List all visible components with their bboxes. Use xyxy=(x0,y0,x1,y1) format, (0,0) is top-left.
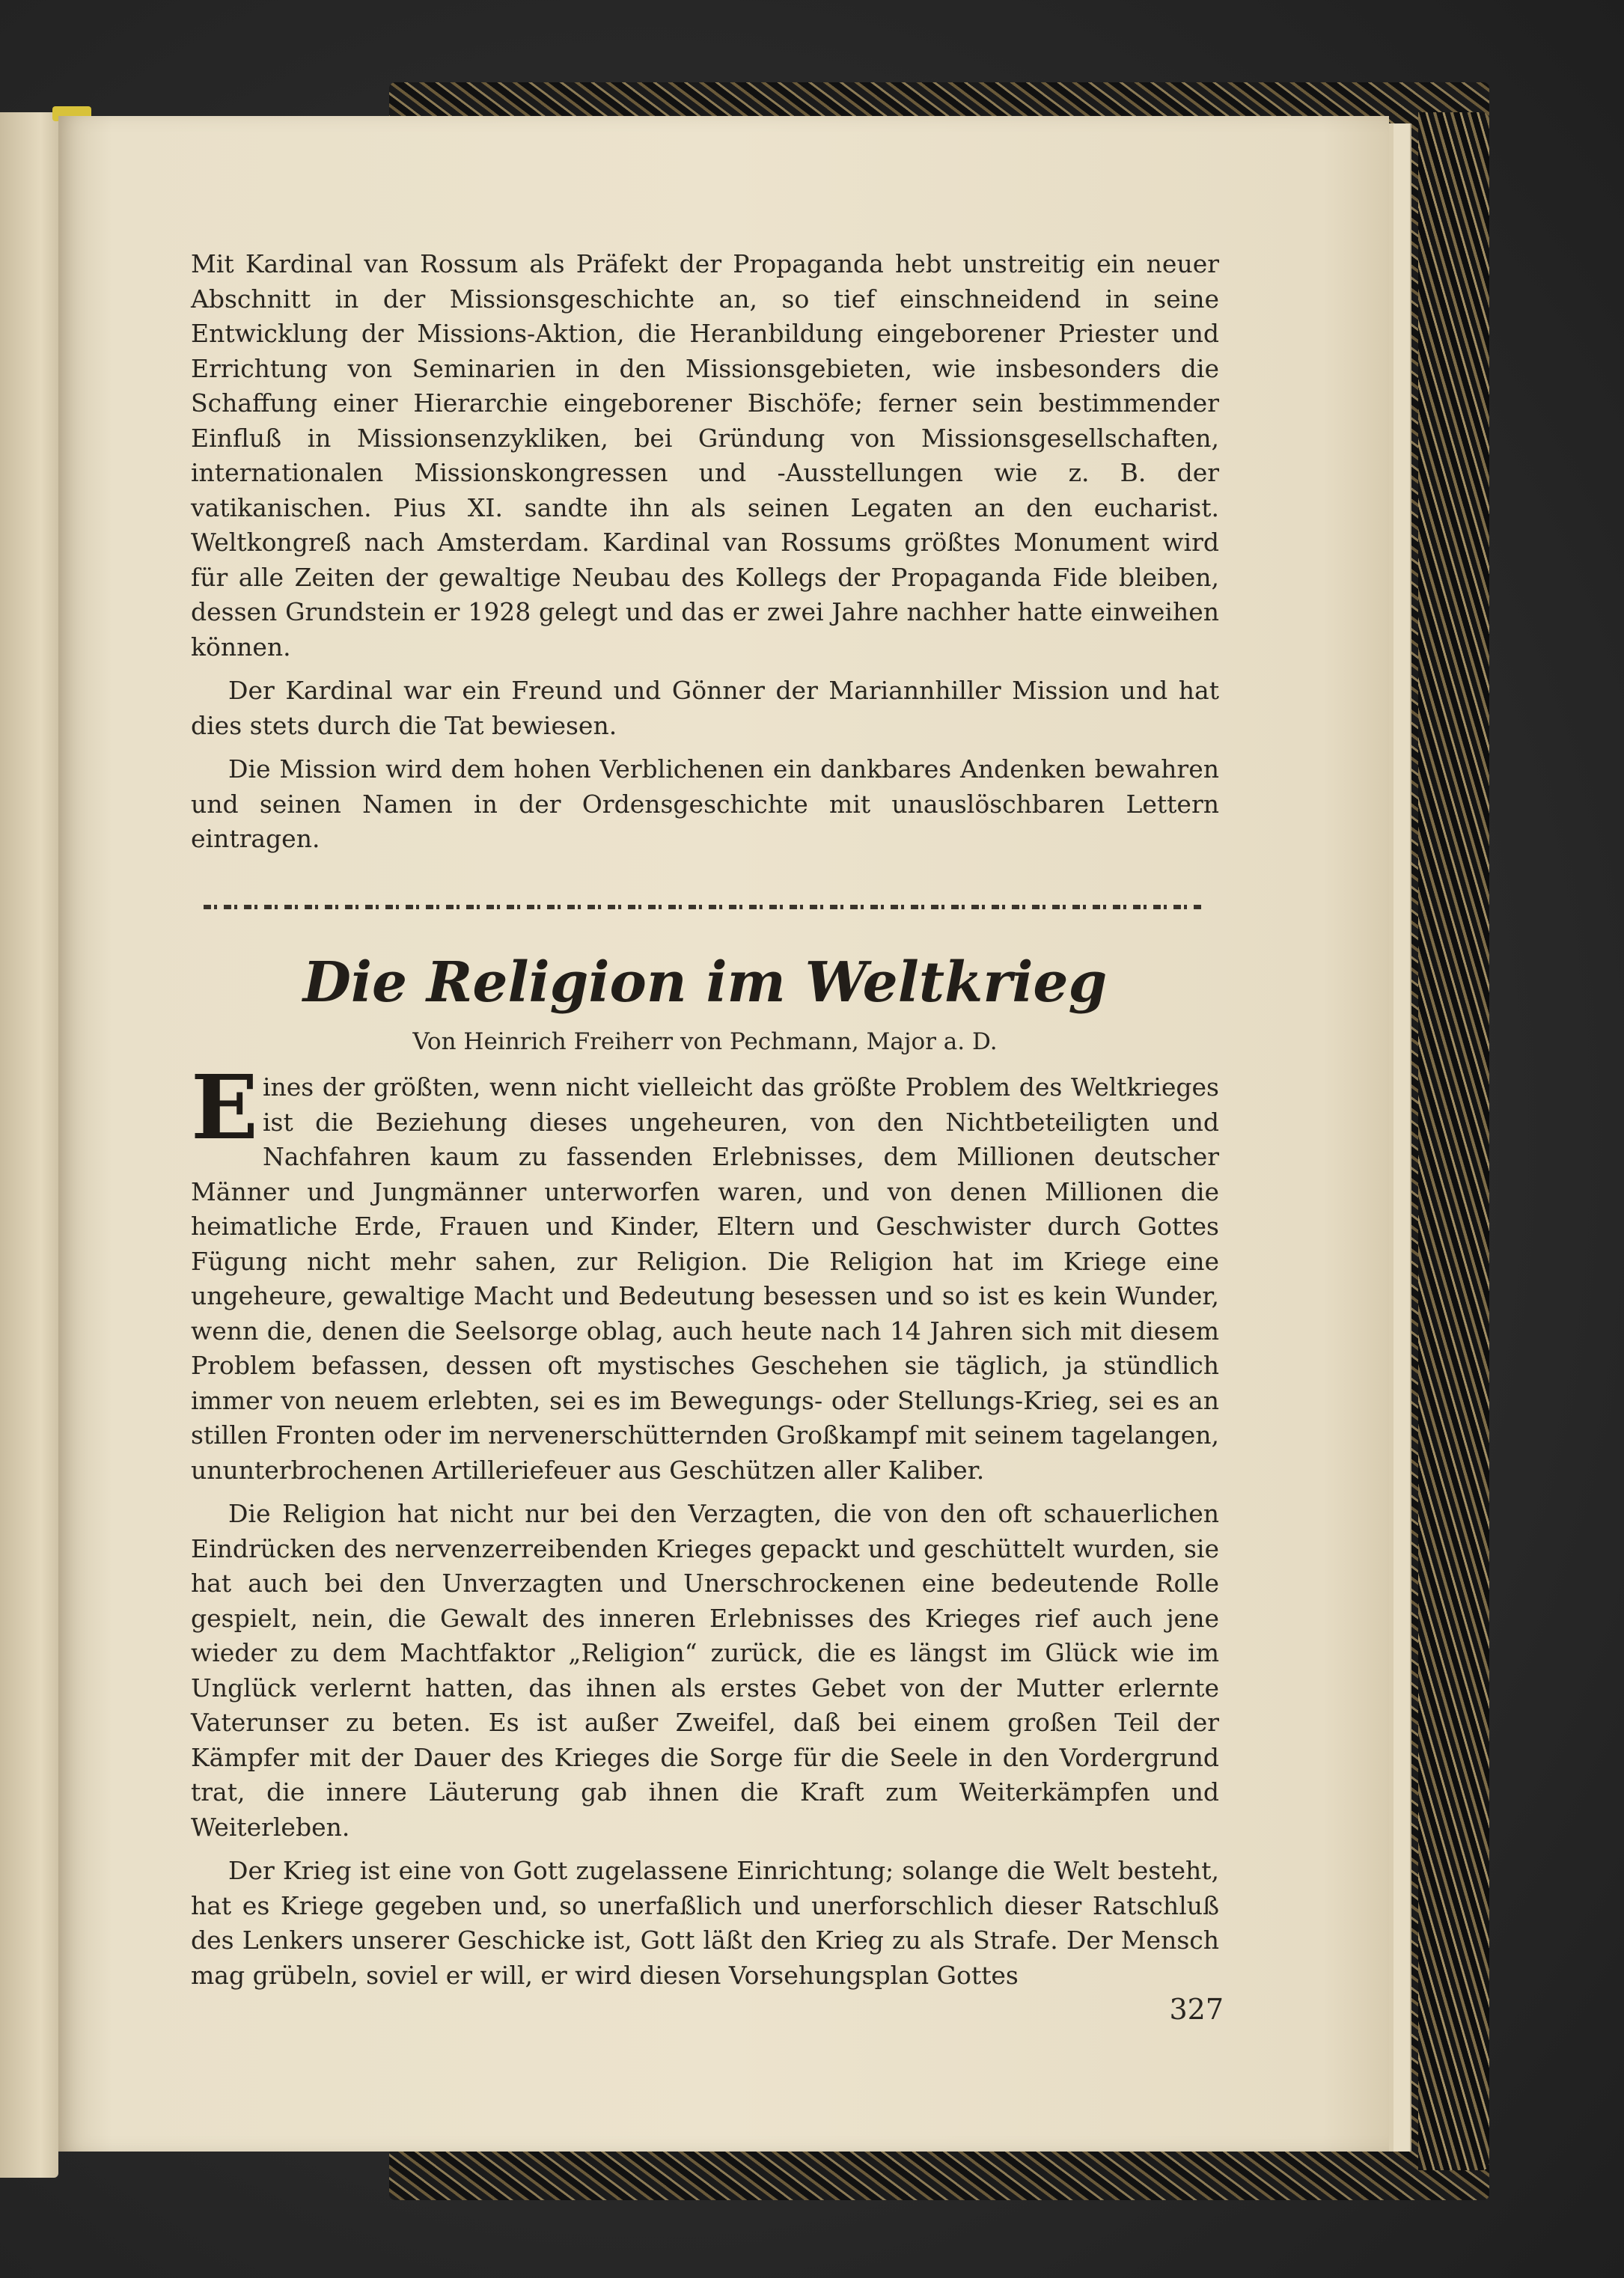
paragraph: Die Religion hat nicht nur bei den Verzagten, die von den oft schauerlichen Eindrücken des nervenzerreibenden Krieges gepackt und geschüttelt wurden, sie hat auch bei den Unverzagten und Unerschrockenen eine bedeutende Rolle gespielt, nein, die Gewalt des inneren Erlebnisses des Krieges rief auch jene wieder zu dem Machtfaktor „Religion“ zurück, die es längst im Glück wie im Unglück verlernt hatten, das ihnen als erstes Gebet von der Mutter erlernte Vaterunser zu beten. Es ist außer Zweifel, daß bei einem großen Teil der Kämpfer mit der Dauer des Krieges die Sorge für die Seele in den Vordergrund trat, die innere Läuterung gab ihnen die Kraft zum Weiterkämpfen und Weiterleben. xyxy=(191,1499,1219,1842)
page-number: 327 xyxy=(1169,1993,1224,2026)
book-cover-edge xyxy=(1418,112,1489,2170)
article-body xyxy=(191,1055,1219,1993)
drop-cap: E xyxy=(191,1055,258,1159)
paragraph: Der Kardinal war ein Freund und Gönner der Mariannhiller Mission und hat dies stets durch die Tat bewiesen. xyxy=(191,676,1219,740)
page-edges xyxy=(1393,123,1411,2152)
paragraph: Der Krieg ist eine von Gott zugelassene Einrichtung; solange die Welt besteht, hat es Kriege gegeben und, so unerfaßlich und unerforschlich dieser Ratschluß des Lenkers unserer Geschicke ist, Gott läßt den Krieg zu als Strafe. Der Mensch mag grübeln, soviel er will, er wird diesen Vorsehungsplan Gottes xyxy=(191,1856,1219,1990)
paragraph-text: ines der größten, wenn nicht vielleicht das größte Problem des Weltkrieges ist die Beziehung dieses ungeheuren, von den Nichtbeteiligten und Nachfahren kaum zu fassenden Erlebnisses, dem Millionen deutscher Männer und Jungmänner unterworfen waren, und von denen Millionen die heimatliche Erde, Frauen und Kinder, Eltern und Geschwister durch Gottes Fügung nicht mehr sahen, zur Religion. Die Religion hat im Kriege eine ungeheure, gewaltige Macht und Bedeutung besessen und so ist es kein Wunder, wenn die, denen die Seelsorge oblag, auch heute nach 14 Jahren sich mit diesem Problem befassen, dessen oft mystisches Geschehen sie täglich, ja stündlich immer von neuem erlebten, sei es im Bewegungs- oder Stellungs-Krieg, sei es an stillen Fronten oder im nervenerschütternden Großkampf mit seinem tagelangen, ununterbrochenen Artilleriefeuer aus Geschützen aller Kaliber. xyxy=(191,1072,1219,1485)
facing-page xyxy=(0,112,58,2178)
article-obituary xyxy=(191,247,1219,857)
paragraph: Die Mission wird dem hohen Verblichenen ein dankbares Andenken bewahren und seinen Namen in der Ordensgeschichte mit unauslöschbaren Lettern eintragen. xyxy=(191,754,1219,853)
paragraph xyxy=(191,1055,1219,1488)
paragraph: Mit Kardinal van Rossum als Präfekt der Propaganda hebt unstreitig ein neuer Abschnitt in der Missionsgeschichte an, so tief einschneidend in seine Entwicklung der Missions-Aktion, die Heranbildung eingeborener Priester und Errichtung von Seminarien in den Missionsgebieten, wie insbesonders die Schaffung einer Hierarchie eingeborener Bischöfe; ferner sein bestimmender Einfluß in Missionsenzykliken, bei Gründung von Missionsgesellschaften, internationalen Missionskongressen und -Ausstellungen wie z. B. der vatikanischen. Pius XI. sandte ihn als seinen Legaten an den eucharist. Weltkongreß nach Amsterdam. Kardinal van Rossums größtes Monument wird für alle Zeiten der gewaltige Neubau des Kollegs der Propaganda Fide bleiben, dessen Grundstein er 1928 gelegt und das er zwei Jahre nachher hatte einweihen können. xyxy=(191,249,1219,662)
ornamental-divider xyxy=(204,902,1203,912)
article-title: Die Religion im Weltkrieg xyxy=(302,950,1108,1015)
article-byline: Von Heinrich Freiherr von Pechmann, Major a. D. xyxy=(412,1028,998,1055)
